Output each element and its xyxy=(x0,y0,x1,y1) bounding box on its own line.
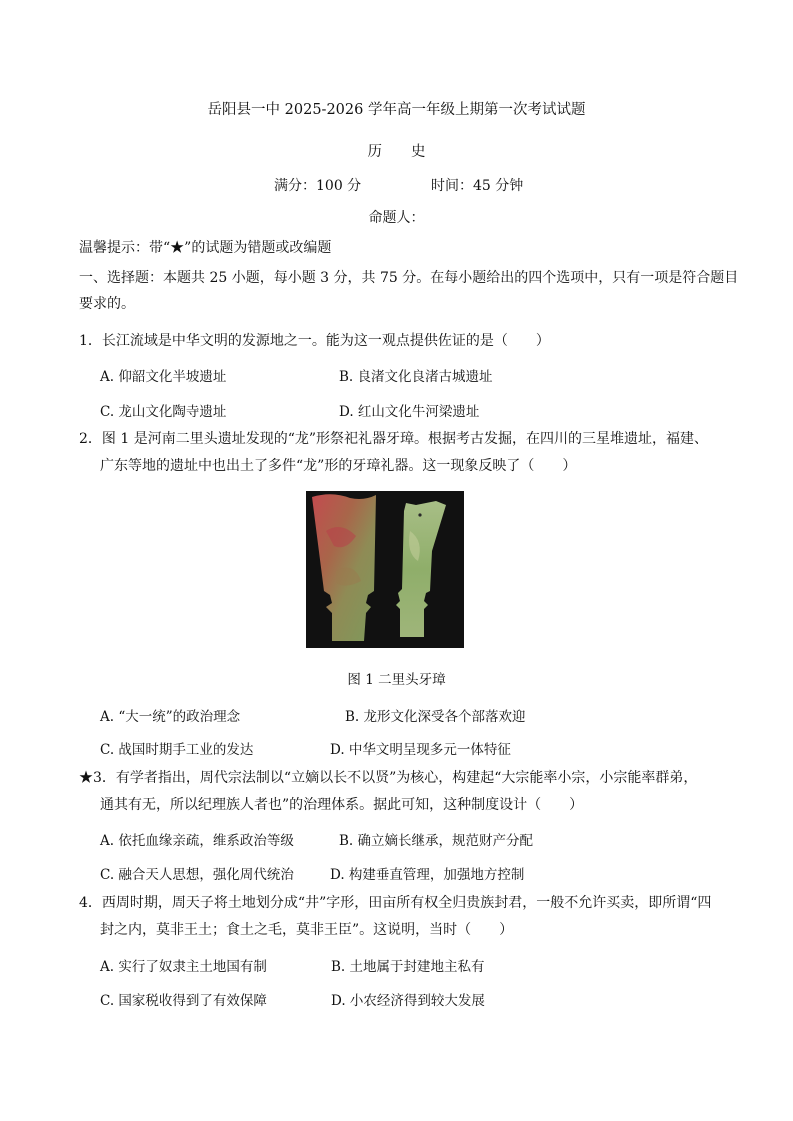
question-4-option-a: A. 实行了奴隶主土地国有制 xyxy=(100,959,267,975)
question-2-option-a: A. “大一统”的政治理念 xyxy=(100,709,241,725)
yazhang-image xyxy=(306,491,464,648)
question-4-option-b: B. 土地属于封建地主私有 xyxy=(331,959,485,975)
question-4-stem-line2: 封之内，莫非王土；食土之毛，莫非王臣”。这说明，当时（ ） xyxy=(100,922,514,938)
question-1-option-b: B. 良渚文化良渚古城遗址 xyxy=(339,369,493,385)
question-3-option-c: C. 融合天人思想，强化周代统治 xyxy=(100,867,294,883)
notice: 温馨提示：带“★”的试题为错题或改编题 xyxy=(79,240,332,256)
question-1-option-c: C. 龙山文化陶寺遗址 xyxy=(100,404,227,420)
question-3-stem-line1: ★3．有学者指出，周代宗法制以“立嫡以长不以贤”为核心，构建起“大宗能率小宗，小宗能率群弟， xyxy=(79,770,698,786)
question-3-stem-line2: 通其有无，所以纪理族人者也”的治理体系。据此可知，这种制度设计（ ） xyxy=(100,797,584,813)
figure-caption: 图 1 二里头牙璋 xyxy=(347,672,446,688)
question-1-stem: 1．长江流域是中华文明的发源地之一。能为这一观点提供佐证的是（ ） xyxy=(79,333,550,349)
section-heading-line2: 要求的。 xyxy=(79,296,135,312)
question-2-option-d: D. 中华文明呈现多元一体特征 xyxy=(330,742,511,758)
question-2-option-c: C. 战国时期手工业的发达 xyxy=(100,742,254,758)
question-4-option-d: D. 小农经济得到较大发展 xyxy=(331,993,485,1009)
question-3-option-d: D. 构建垂直管理，加强地方控制 xyxy=(330,867,525,883)
exam-time: 时间：45 分钟 xyxy=(431,178,524,194)
question-3-option-b: B. 确立嫡长继承，规范财产分配 xyxy=(339,833,534,849)
question-1-option-d: D. 红山文化牛河梁遗址 xyxy=(339,404,480,420)
question-4-stem-line1: 4．西周时期，周天子将土地划分成“井”字形，田亩所有权全归贵族封君，一般不允许买卖，即所谓“四 xyxy=(79,895,712,911)
question-3-option-a: A. 依托血缘亲疏，维系政治等级 xyxy=(100,833,294,849)
question-1-option-a: A. 仰韶文化半坡遗址 xyxy=(100,369,227,385)
yazhang-figure xyxy=(306,491,464,648)
subject-title: 历 史 xyxy=(367,144,426,160)
question-2-option-b: B. 龙形文化深受各个部落欢迎 xyxy=(345,709,526,725)
author-label: 命题人： xyxy=(368,210,425,226)
full-score: 满分：100 分 xyxy=(274,178,362,194)
exam-title: 岳阳县一中 2025-2026 学年高一年级上期第一次考试试题 xyxy=(207,102,586,118)
section-heading-line1: 一、选择题：本题共 25 小题，每小题 3 分，共 75 分。在每小题给出的四个选项中，只有一项是符合题目 xyxy=(79,270,739,286)
question-2-stem-line1: 2．图 1 是河南二里头遗址发现的“龙”形祭祀礼器牙璋。根据考古发掘，在四川的三星堆遗址，福建、 xyxy=(79,431,709,447)
question-4-option-c: C. 国家税收得到了有效保障 xyxy=(100,993,267,1009)
question-2-stem-line2: 广东等地的遗址中也出土了多件“龙”形的牙璋礼器。这一现象反映了（ ） xyxy=(100,458,577,474)
